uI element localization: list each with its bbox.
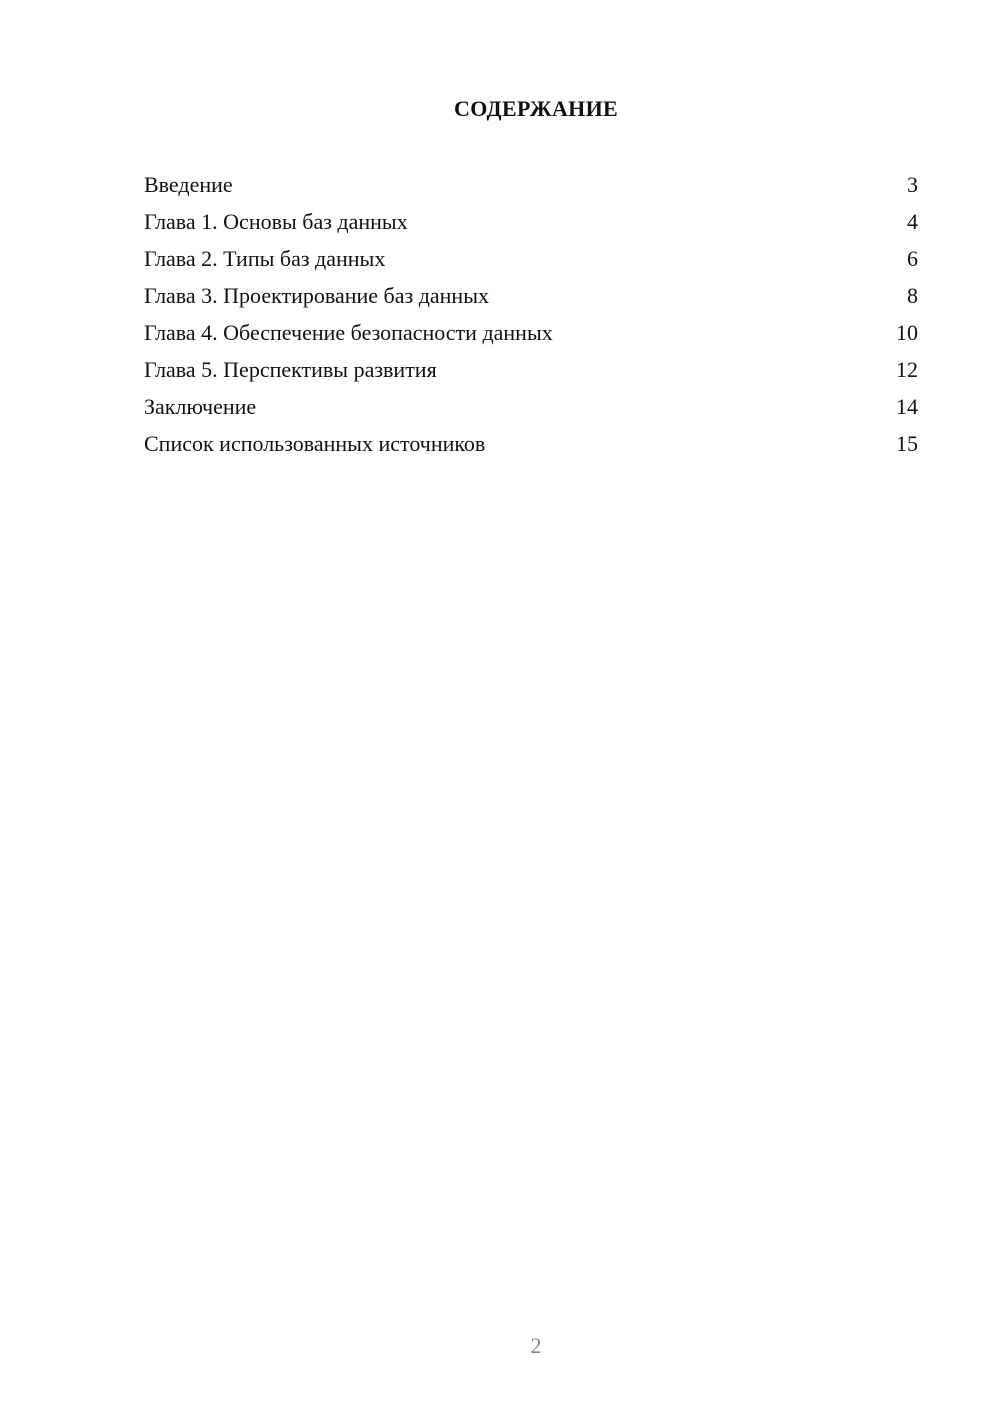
toc-item-label: Заключение (144, 394, 257, 419)
toc-item-chapter-1[interactable] (144, 203, 918, 240)
toc-item-label: Глава 2. Типы баз данных (144, 246, 386, 271)
toc-item-references[interactable] (144, 425, 918, 462)
toc-item-page: 10 (896, 320, 918, 345)
toc-item-label: Глава 5. Перспективы развития (144, 357, 437, 382)
toc-item-chapter-2[interactable] (144, 240, 918, 277)
toc-item-chapter-3[interactable] (144, 277, 918, 314)
toc-item-page: 15 (896, 431, 918, 456)
table-of-contents (144, 166, 918, 462)
toc-item-label: Глава 1. Основы баз данных (144, 209, 408, 234)
toc-item-page: 8 (907, 283, 918, 308)
toc-item-chapter-4[interactable] (144, 314, 918, 351)
toc-item-page: 12 (896, 357, 918, 382)
toc-item-page: 4 (907, 209, 918, 234)
toc-item-page: 3 (907, 172, 918, 197)
toc-item-conclusion[interactable] (144, 388, 918, 425)
page-number: 2 (530, 1333, 542, 1358)
toc-item-introduction[interactable] (144, 166, 918, 203)
page-title: СОДЕРЖАНИЕ (454, 96, 618, 121)
toc-item-label: Глава 4. Обеспечение безопасности данных (144, 320, 553, 345)
toc-item-label: Глава 3. Проектирование баз данных (144, 283, 489, 308)
toc-item-page: 6 (907, 246, 918, 271)
toc-item-chapter-5[interactable] (144, 351, 918, 388)
toc-item-page: 14 (896, 394, 918, 419)
toc-item-label: Введение (144, 172, 233, 197)
toc-item-label: Список использованных источников (144, 431, 486, 456)
